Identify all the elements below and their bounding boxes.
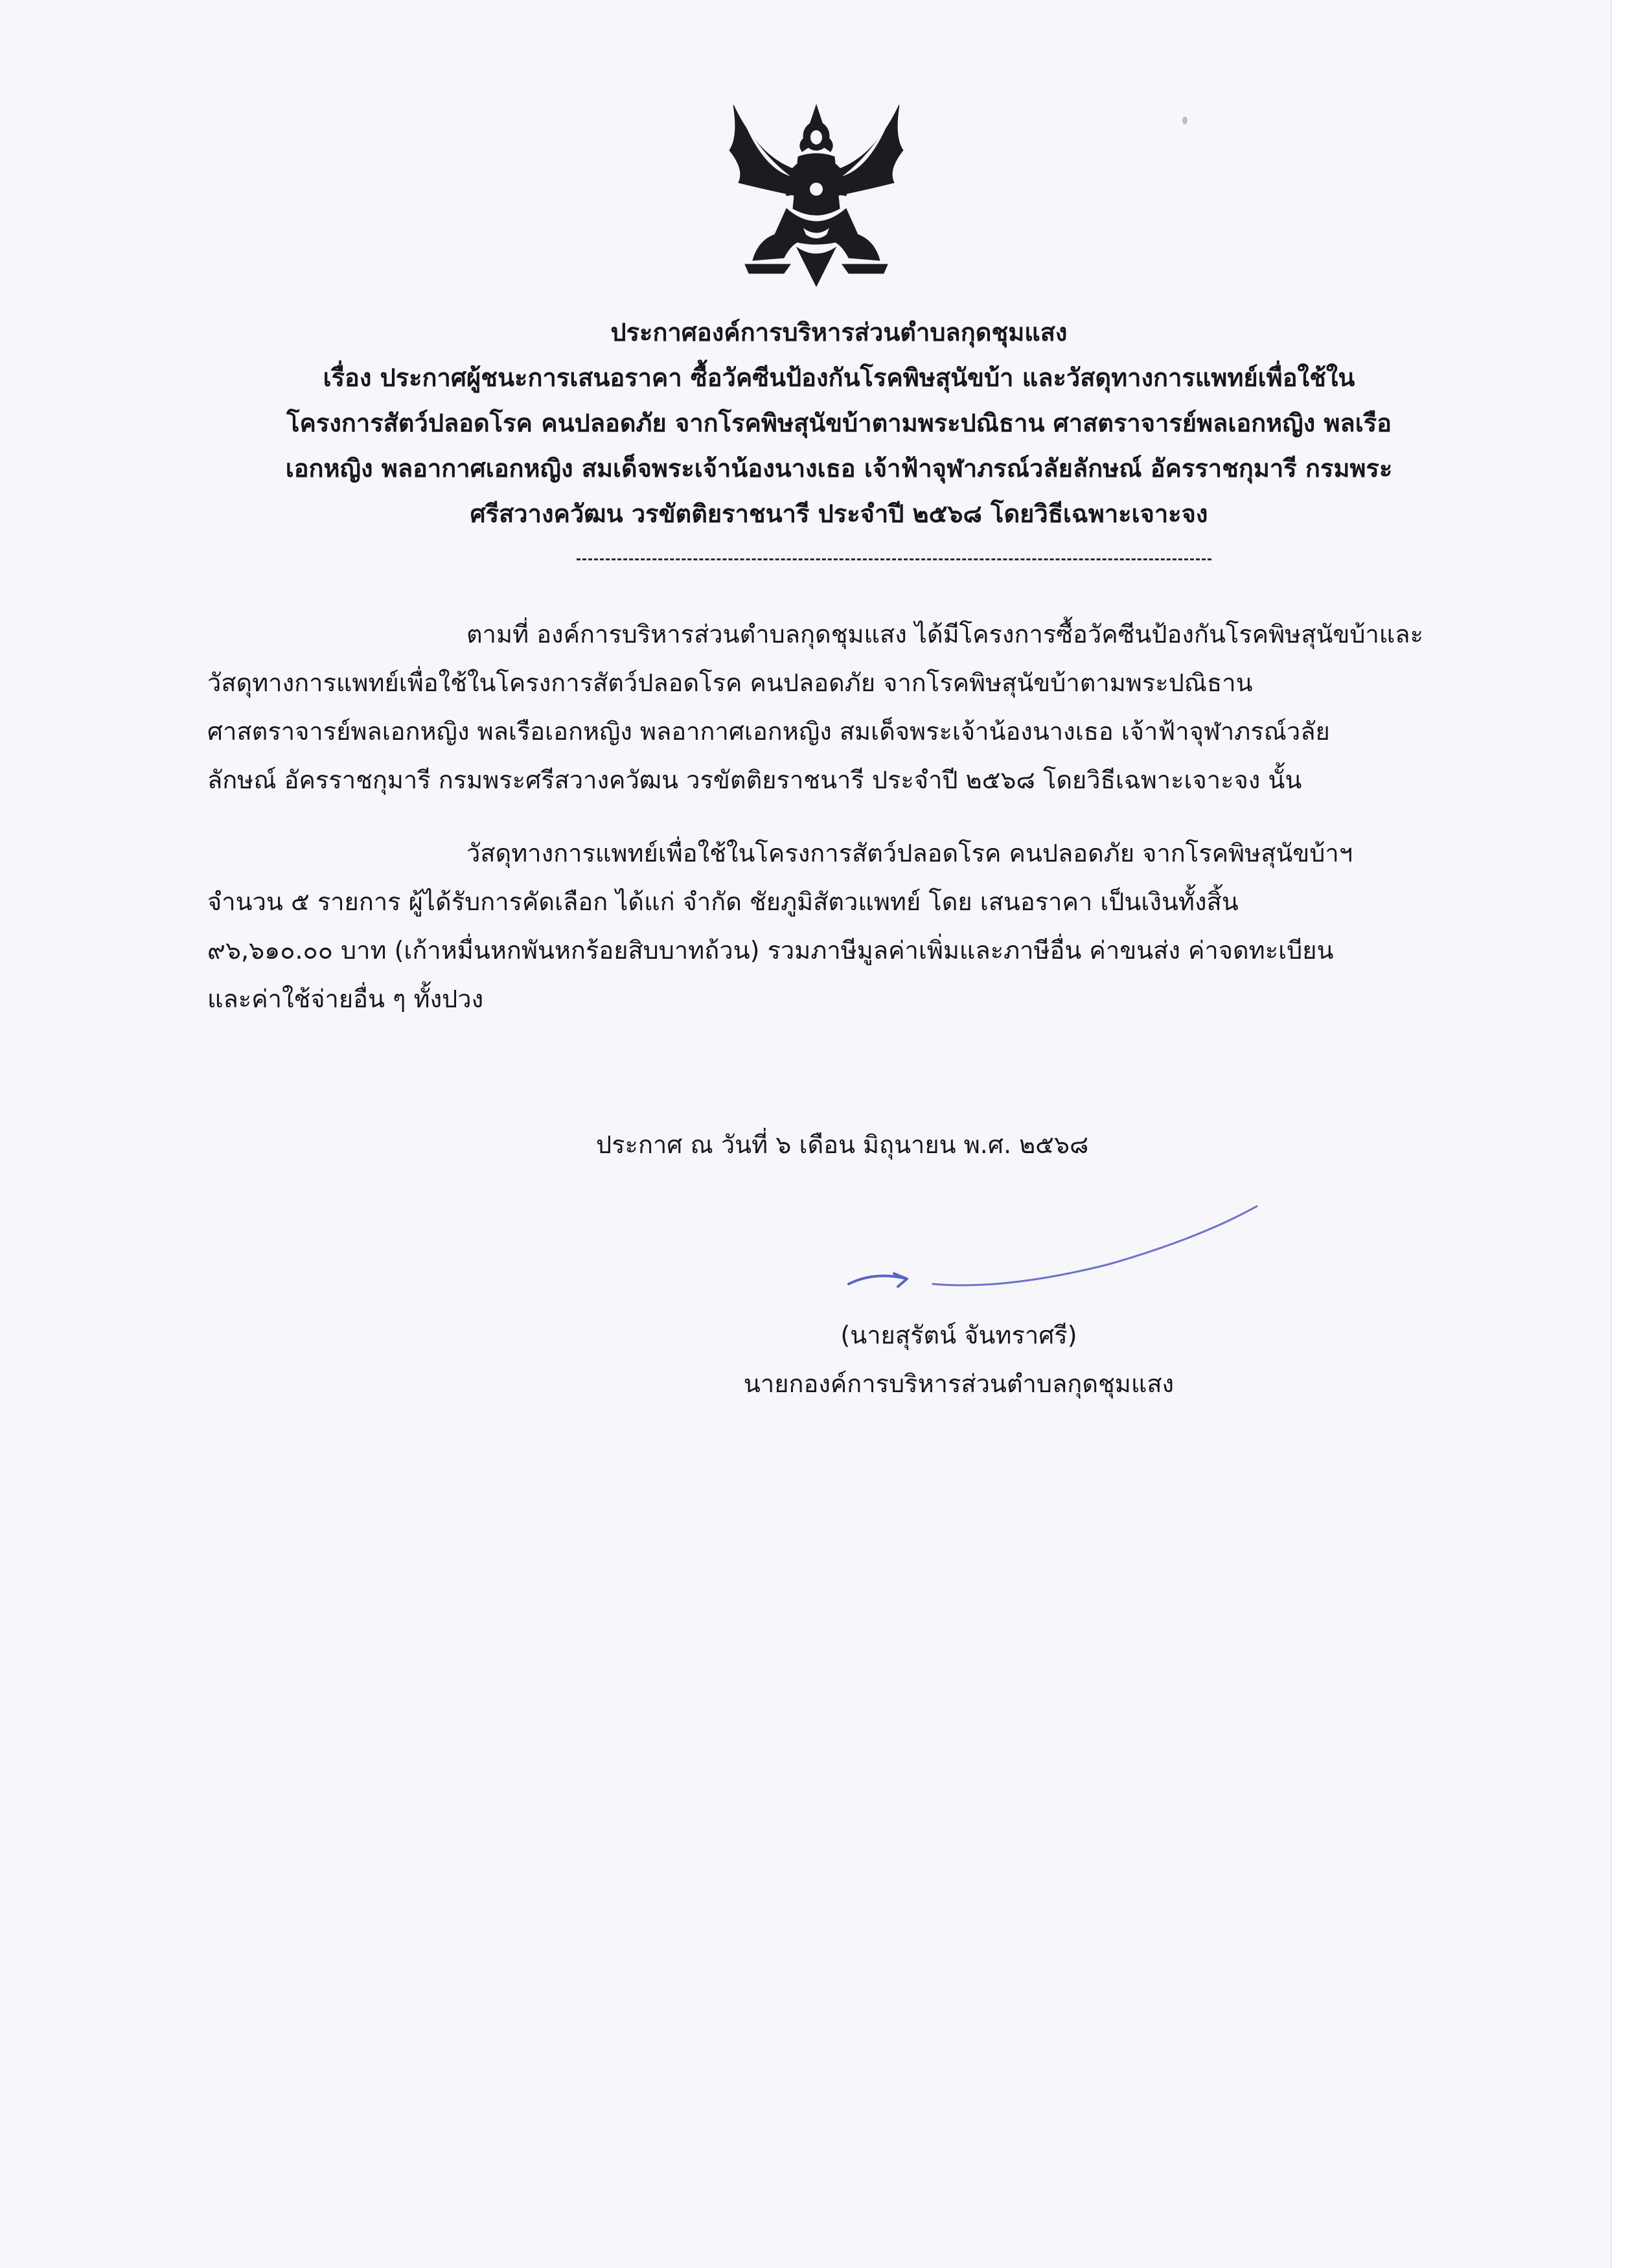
paragraph-line: วัสดุทางการแพทย์เพื่อใช้ในโครงการสัตว์ปลอดโรค คนปลอดภัย จากโรคพิษสุนัขบ้าฯ <box>466 839 1353 867</box>
heading-line-5: ศรีสวางควัฒน วรขัตติยราชนารี ประจำปี ๒๕๖๘ โดยวิธีเฉพาะเจาะจง <box>470 499 1208 528</box>
signer-position: นายกองค์การบริหารส่วนตำบลกุดชุมแสง <box>743 1369 1175 1398</box>
paragraph-background <box>207 610 1471 805</box>
scan-smudge <box>1182 117 1187 124</box>
paragraph-award <box>207 829 1471 1024</box>
paragraph-line: ๙๖,๖๑๐.๐๐ บาท (เก้าหมื่นหกพันหกร้อยสิบบาทถ้วน) รวมภาษีมูลค่าเพิ่มและภาษีอื่น ค่าขนส่ง ค่าจดทะเบียน <box>207 936 1334 965</box>
announcement-heading <box>207 310 1471 536</box>
heading-line-3: โครงการสัตว์ปลอดโรค คนปลอดภัย จากโรคพิษสุนัขบ้าตามพระปณิธาน ศาสตราจารย์พลเอกหญิง พลเรือ <box>286 409 1392 437</box>
paragraph-line: วัสดุทางการแพทย์เพื่อใช้ในโครงการสัตว์ปลอดโรค คนปลอดภัย จากโรคพิษสุนัขบ้าตามพระปณิธาน <box>207 669 1253 697</box>
paragraph-line: และค่าใช้จ่ายอื่น ๆ ทั้งปวง <box>207 985 484 1013</box>
signer-name: (นายสุรัตน์ จันทราศรี) <box>840 1321 1077 1349</box>
signer-block <box>687 1311 1231 1408</box>
scanned-page-edge <box>1611 0 1652 2268</box>
paragraph-line: ตามที่ องค์การบริหารส่วนตำบลกุดชุมแสง ได้มีโครงการซื้อวัคซีนป้องกันโรคพิษสุนัขบ้าและ <box>466 620 1423 648</box>
heading-line-2: เรื่อง ประกาศผู้ชนะการเสนอราคา ซื้อวัคซีนป้องกันโรคพิษสุนัขบ้า และวัสดุทางการแพทย์เพื่อใช้ใน <box>323 363 1355 392</box>
heading-line-4: เอกหญิง พลอากาศเอกหญิง สมเด็จพระเจ้าน้องนางเธอ เจ้าฟ้าจุฬาภรณ์วลัยลักษณ์ อัครราชกุมารี กรมพระ <box>285 454 1393 483</box>
announcement-date: ประกาศ ณ วันที่ ๖ เดือน มิถุนายน พ.ศ. ๒๕๖๘ <box>596 1130 1089 1159</box>
garuda-emblem-icon <box>719 98 913 293</box>
heading-line-1: ประกาศองค์การบริหารส่วนตำบลกุดชุมแสง <box>610 318 1068 347</box>
paragraph-line: จำนวน ๕ รายการ ผู้ได้รับการคัดเลือก ได้แก่ จำกัด ชัยภูมิสัตวแพทย์ โดย เสนอราคา เป็นเงินทั้งสิ้น <box>207 888 1239 916</box>
heading-divider <box>577 558 1211 560</box>
paragraph-line: ศาสตราจารย์พลเอกหญิง พลเรือเอกหญิง พลอากาศเอกหญิง สมเด็จพระเจ้าน้องนางเธอ เจ้าฟ้าจุฬาภรณ์วลัย <box>207 717 1330 746</box>
handwritten-signature <box>836 1193 1289 1303</box>
paragraph-line: ลักษณ์ อัครราชกุมารี กรมพระศรีสวางควัฒน วรขัตติยราชนารี ประจำปี ๒๕๖๘ โดยวิธีเฉพาะเจาะจง นั้น <box>207 766 1302 794</box>
